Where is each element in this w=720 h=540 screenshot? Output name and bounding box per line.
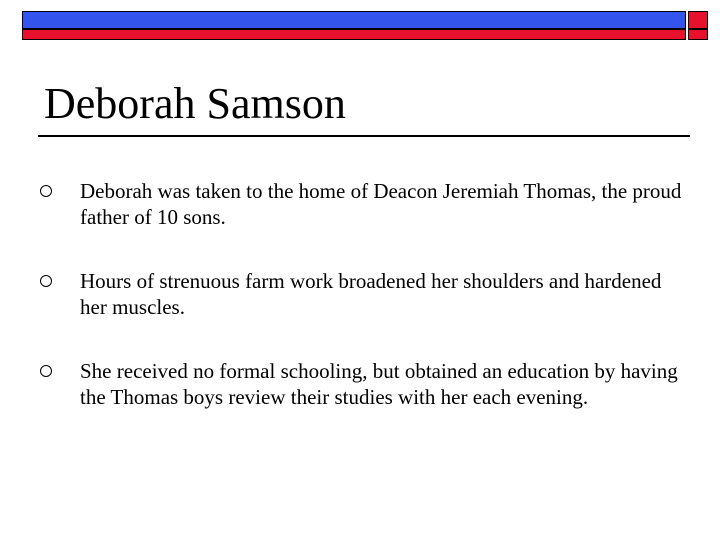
header-bar-red: [22, 29, 686, 40]
header-square-bottom: [688, 29, 708, 40]
bullet-list: [40, 178, 690, 448]
hollow-circle-icon: [40, 185, 52, 197]
slide-title: Deborah Samson: [44, 79, 346, 128]
header-bar-blue: [22, 11, 686, 29]
hollow-circle-icon: [40, 365, 52, 377]
bullet-text: She received no formal schooling, but obtained an education by having the Thomas boys review their studies with her each evening.: [80, 359, 678, 409]
bullet-text: Hours of strenuous farm work broadened her shoulders and hardened her muscles.: [80, 269, 662, 319]
bullet-text: Deborah was taken to the home of Deacon Jeremiah Thomas, the proud father of 10 sons.: [80, 179, 682, 229]
title-divider: [38, 135, 690, 137]
bullet-item: [40, 178, 690, 230]
bullet-item: [40, 358, 690, 410]
bullet-item: [40, 268, 690, 320]
header-square-top: [688, 11, 708, 29]
hollow-circle-icon: [40, 275, 52, 287]
